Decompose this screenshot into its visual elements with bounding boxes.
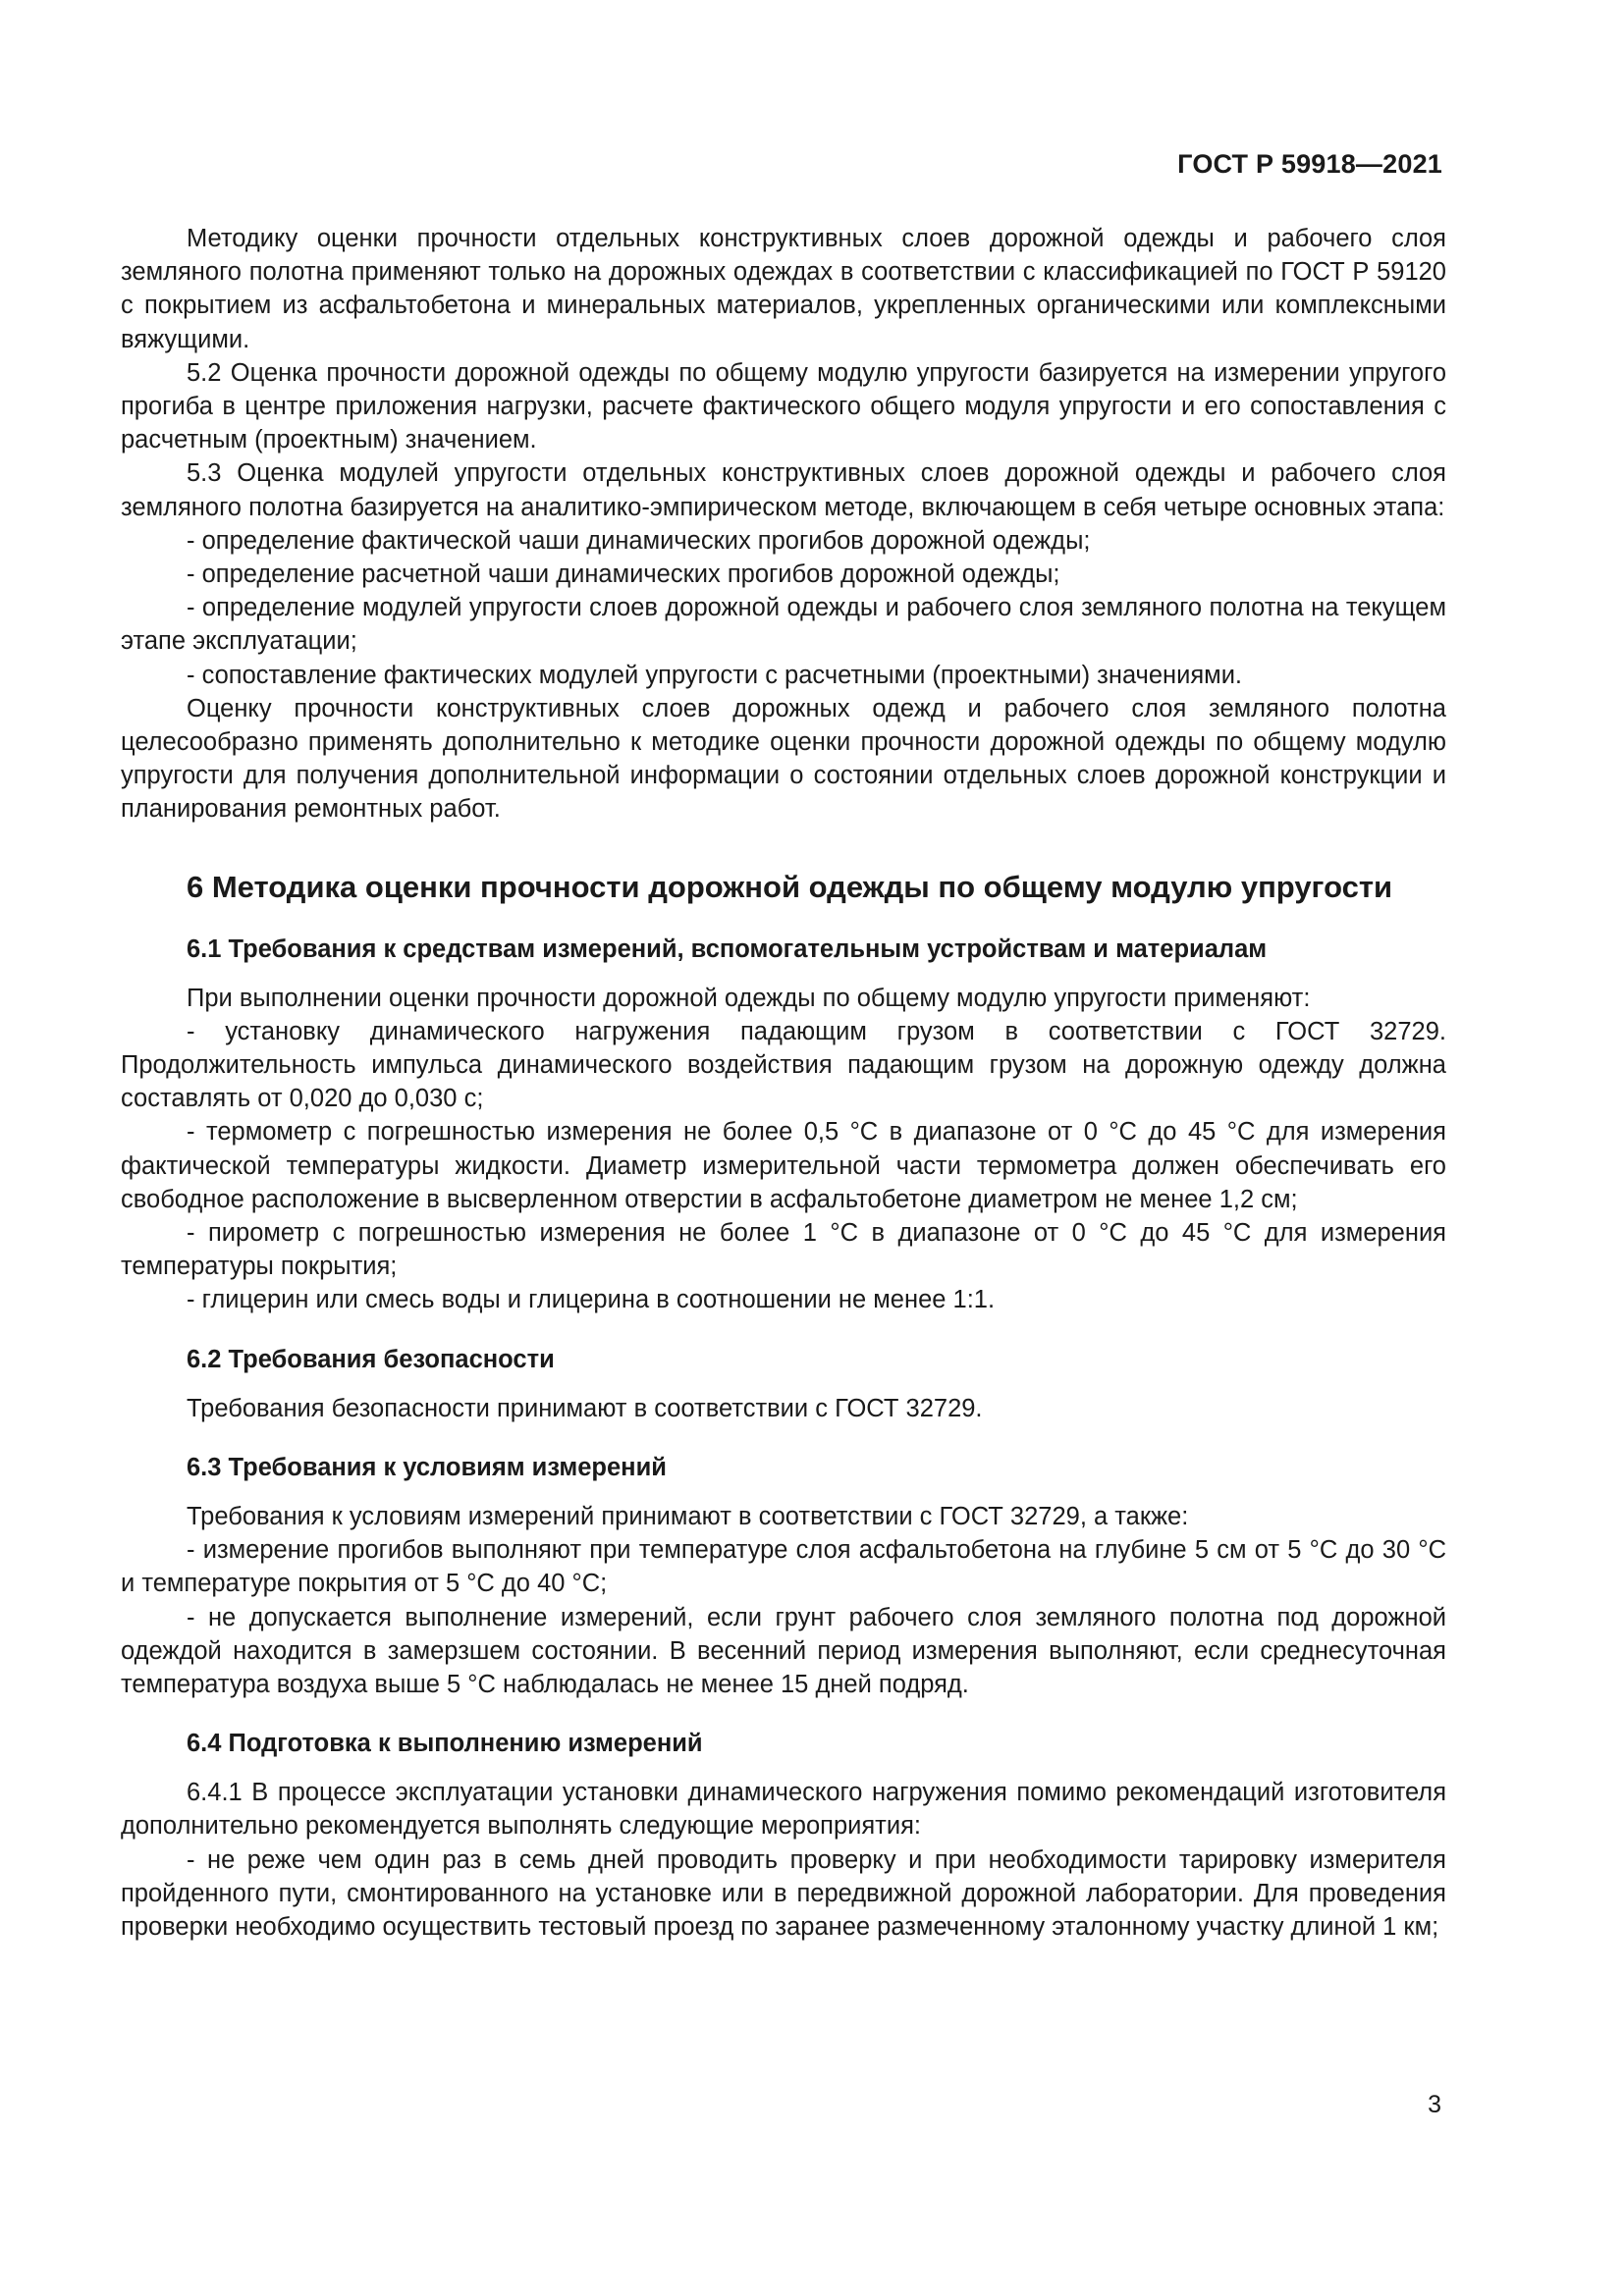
section-6-1-heading: 6.1 Требования к средствам измерений, вспомогательным устройствам и материалам — [187, 934, 1268, 963]
list-item: - определение фактической чаши динамических прогибов дорожной одежды; — [187, 526, 1091, 555]
list-item: - сопоставление фактических модулей упругости с расчетными (проектными) значениями. — [187, 661, 1243, 689]
section-6-4-heading: 6.4 Подготовка к выполнению измерений — [187, 1730, 703, 1758]
paragraph: Требования к условиям измерений принимают в соответствии с ГОСТ 32729, а также: — [187, 1502, 1189, 1530]
paragraph: Требования безопасности принимают в соответствии с ГОСТ 32729. — [187, 1394, 983, 1422]
paragraph: 6.4.1 В процессе эксплуатации установки динамического нагружения помимо рекомендаций изготовителя дополнительно рекомендуется выполнять следующие мероприятия: — [121, 1779, 1446, 1841]
list-item: - термометр с погрешностью измерения не более 0,5 °С в диапазоне от 0 °С до 45 °С для измерения фактической температуры жидкости. Диаметр измерительной части термометра должен обеспечивать его свободное расположение в высверленном отверстии в асфальтобетоне диаметром не менее 1,2 см; — [121, 1118, 1446, 1213]
list-item: - измерение прогибов выполняют при температуре слоя асфальтобетона на глубине 5 см от 5 °С до 30 °С и температуре покрытия от 5 °С до 40 °С; — [121, 1536, 1446, 1598]
section-6-2-heading: 6.2 Требования безопасности — [187, 1345, 555, 1373]
page-body — [121, 222, 1446, 1944]
list-item: - пирометр с погрешностью измерения не более 1 °С в диапазоне от 0 °С до 45 °С для измерения температуры покрытия; — [121, 1219, 1446, 1281]
section-6-3-heading: 6.3 Требования к условиям измерений — [187, 1453, 667, 1481]
list-item: - определение расчетной чаши динамических прогибов дорожной одежды; — [187, 561, 1060, 589]
page-number: 3 — [1428, 2091, 1441, 2118]
document-code: ГОСТ Р 59918—2021 — [1177, 149, 1442, 179]
list-item: - не допускается выполнение измерений, если грунт рабочего слоя земляного полотна под дорожной одеждой находится в замерзшем состоянии. В весенний период измерения выполняют, если среднесуточная температура воздуха выше 5 °С наблюдалась не менее 15 дней подряд. — [121, 1603, 1446, 1698]
section-6-heading: 6 Методика оценки прочности дорожной одежды по общему модулю упругости — [187, 869, 1393, 904]
paragraph: При выполнении оценки прочности дорожной одежды по общему модулю упругости применяют: — [187, 984, 1311, 1012]
paragraph: 5.2 Оценка прочности дорожной одежды по общему модулю упругости базируется на измерении упругого прогиба в центре приложения нагрузки, расчете фактического общего модуля упругости и его сопоставления с расчетным (проектным) значением. — [121, 358, 1446, 454]
paragraph: Оценку прочности конструктивных слоев дорожных одежд и рабочего слоя земляного полотна целесообразно применять дополнительно к методике оценки прочности дорожной одежды по общему модулю упругости для получения дополнительной информации о состоянии отдельных слоев дорожной конструкции и планирования ремонтных работ. — [121, 694, 1446, 824]
paragraph: Методику оценки прочности отдельных конструктивных слоев дорожной одежды и рабочего слоя земляного полотна применяют только на дорожных одеждах в соответствии с классификацией по ГОСТ Р 59120 с покрытием из асфальтобетона и минеральных материалов, укрепленных органическими или комплексными вяжущими. — [121, 225, 1446, 353]
list-item: - глицерин или смесь воды и глицерина в соотношении не менее 1:1. — [187, 1286, 996, 1314]
list-item: - установку динамического нагружения падающим грузом в соответствии с ГОСТ 32729. Продолжительность импульса динамического воздействия падающим грузом на дорожную одежду должна составлять от 0,020 до 0,030 с; — [121, 1017, 1446, 1113]
paragraph: 5.3 Оценка модулей упругости отдельных конструктивных слоев дорожной одежды и рабочего слоя земляного полотна базируется на аналитико-эмпирическом методе, включающем в себя четыре основных этапа: — [121, 459, 1446, 521]
list-item: - не реже чем один раз в семь дней проводить проверку и при необходимости тарировку измерителя пройденного пути, смонтированного на установке или в передвижной дорожной лаборатории. Для проведения проверки необходимо осуществить тестовый проезд по заранее размеченному эталонному участку длиной 1 км; — [121, 1845, 1446, 1941]
list-item: - определение модулей упругости слоев дорожной одежды и рабочего слоя земляного полотна на текущем этапе эксплуатации; — [121, 594, 1446, 656]
